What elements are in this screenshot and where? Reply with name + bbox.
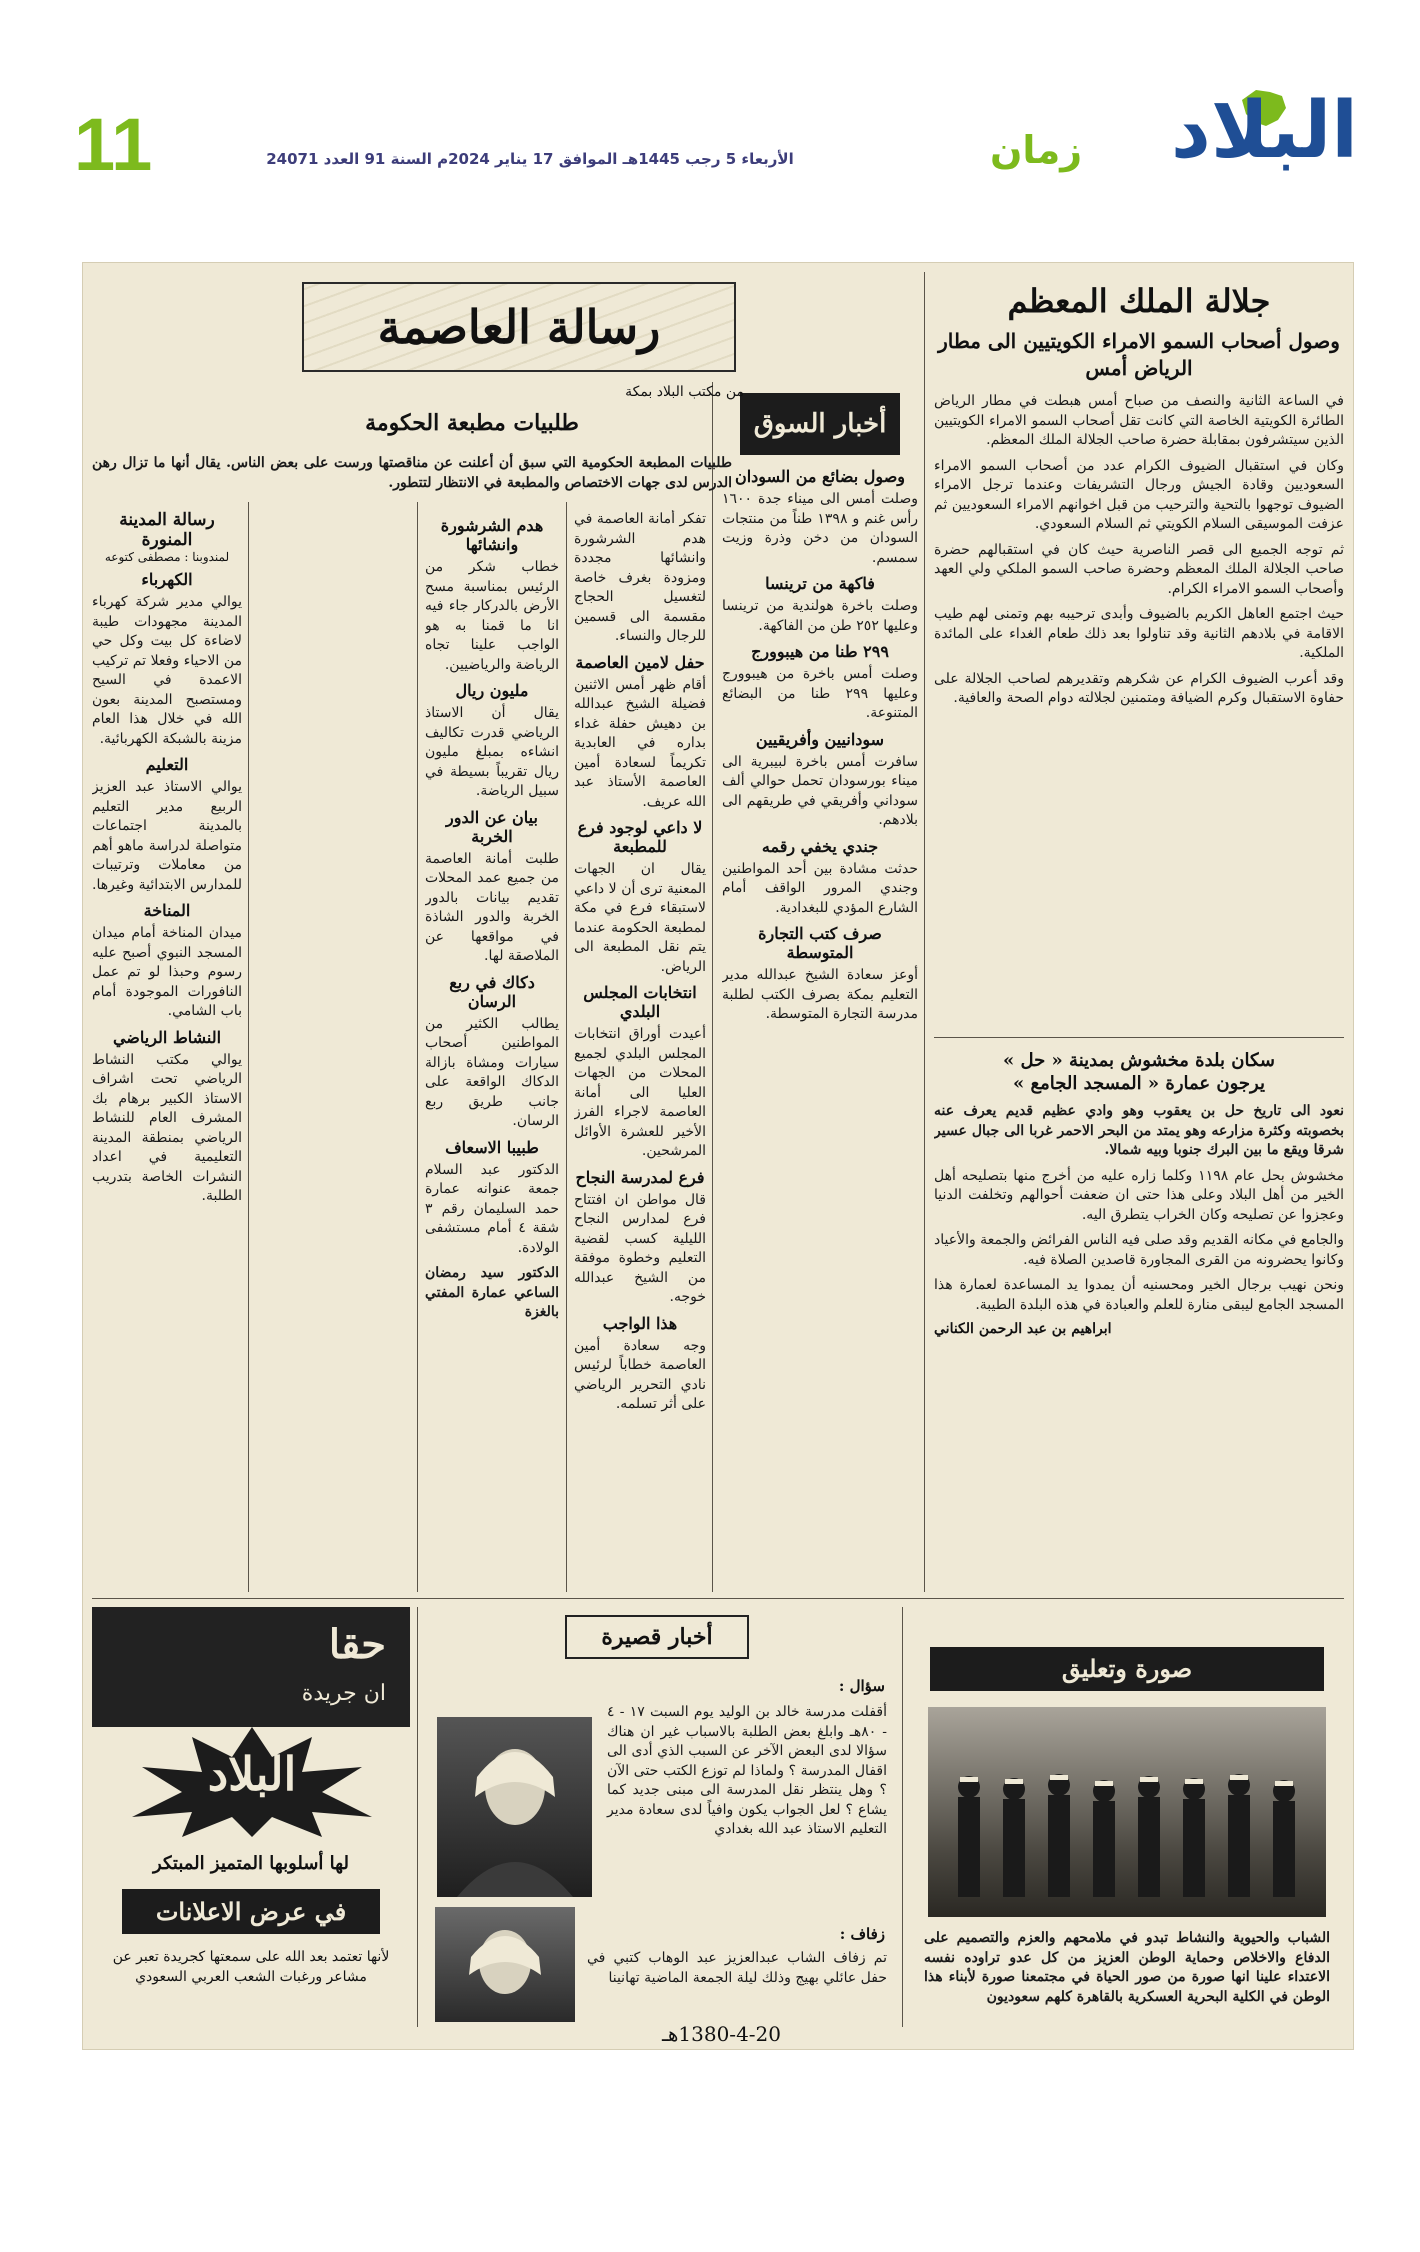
short-news-wedding-text: تم زفاف الشاب عبدالعزيز عبد الوهاب كتبي في حفل عائلي بهيج وذلك ليلة الجمعة الماضية تهانينا (587, 1950, 887, 1986)
capital-middle-column (425, 510, 559, 1592)
markets-item-heading: جندي يخفي رقمه (761, 836, 879, 856)
capital-item-heading: دكاك في ربع الرسان (449, 972, 535, 1011)
halal-article (934, 1044, 1344, 1592)
halal-article-paragraph: مخشوش بحل عام ١١٩٨ وكلما زاره عليه من أخرج منها بتصليحه أهل الخير من أهل البلاد وعلى هذا حتى ان ضعفت أحوالهم وتخلفت الدنيا وعجزوا عن تصليحه وكان الخراب يتطرق اليه. (934, 1167, 1344, 1223)
capital-item-text: يقال ان الجهات المعنية ترى أن لا داعي لاستبقاء فرع في مكة لمطبعة الحكومة عندما يتم نقل المطبعة الى الرياض. (574, 861, 706, 975)
ad-line-2: في عرض الاعلانات (122, 1889, 380, 1934)
portrait-photo (437, 1717, 592, 1897)
markets-title: أخبار السوق (740, 393, 900, 455)
halal-article-subtitle: يرجون عمارة « المسجد الجامع » (1013, 1073, 1265, 1094)
capital-item-heading: طبيبا الاسعاف (445, 1137, 539, 1157)
markets-item-text: أوعز سعادة الشيخ عبدالله مدير التعليم بمكة بصرف الكتب لطلبة مدرسة التجارة المتوسطة. (722, 967, 918, 1022)
madina-section-text: يوالي الاستاذ عبد العزيز الربيع مدير التعليم بالمدينة اجتماعات متواصلة لدراسة ماهو أهم من معاملات وترتيبات للمدارس الابتدائية وغيرها. (92, 779, 242, 893)
markets-item-text: حدثت مشادة بين أحد المواطنين وجندي المرور الواقف أمام الشارع المؤدي للبغدادية. (722, 860, 918, 916)
king-article-paragraph: ثم توجه الجميع الى قصر الناصرية حيث كان في استقبالهم حضرة صاحب الجلالة الملك المعظم وحضرة صاحب السمو الملكي ولي العهد وأصحاب السمو الامراء الكرام. (934, 541, 1344, 597)
king-article-title: جلالة الملك المعظم (1007, 282, 1271, 320)
capital-item-text: الدكتور عبد السلام جمعة عنوانه عمارة حمد السليمان رقم ٣ شقة ٤ أمام مستشفى الولادة. (425, 1161, 559, 1256)
markets-item-text: وصلت باخرة هولندية من ترينسا وعليها ٢٥٢ طن من الفاكهة. (722, 598, 918, 634)
madina-section-text: يوالي مدير شركة كهرباء المدينة مجهودات طيبة لاضاءة كل بيت وكل حي من الاحياء وفعلا تم تركيب الاعمدة في السيح ومستصبح المدينة بعون الله في خلال هذا العام مزينة بالشبكة الكهربائية. (92, 594, 242, 747)
ad-top-word: حقا (328, 1621, 386, 1668)
archive-date: 1380-4-20هـ (662, 2022, 781, 2046)
archive-page-scan (82, 262, 1354, 2050)
capital-item-text: أعيدت أوراق انتخابات المجلس البلدي لجميع المحلات من الجهات العليا الى أمانة العاصمة لاجراء الفرز الأخير للعشرة الأوائل المرشحين. (574, 1026, 706, 1159)
markets-item-heading: سودانيين وأفريقيين (755, 729, 885, 749)
madina-section-heading: المناخة (143, 901, 191, 920)
cadets-photo (928, 1707, 1326, 1917)
madina-section-text: ميدان المناخة أمام ميدان المسجد النبوي أصبح عليه رسوم وحبذا لو تم عمل النافورات الموجودة أمام باب الشامي. (92, 925, 242, 1019)
ad-brand-name: البلاد (207, 1747, 297, 1801)
madina-section-heading: النشاط الرياضي (112, 1027, 222, 1047)
madina-letter (92, 510, 242, 1592)
markets-column (722, 387, 918, 1592)
king-article-paragraph: حيث اجتمع العاهل الكريم بالضيوف وأبدى ترحيبه بهم وتمنى لهم طيب الاقامة في بلادهم الثانية وقد تناولوا بعد ذلك طعام الغداء على المائدة الملكية. (934, 606, 1344, 661)
capital-letter-byline: من مكتب البلاد بمكة (625, 384, 744, 400)
page-number: 11 (74, 103, 153, 186)
ad-line-1: لها أسلوبها المتميز المبتكر (153, 1853, 349, 1874)
markets-item-heading: ٢٩٩ طنا من هيبوورج (751, 642, 889, 661)
capital-letter-header (92, 272, 914, 500)
cadets-icon (928, 1707, 1326, 1917)
king-article-paragraph: في الساعة الثانية والنصف من صباح أمس هبطت في مطار الرياض الطائرة الكويتية الخاصة التي كانت تقل أصحاب السمو الامراء الكويتيين الذين سيتشرفون بمقابلة حضرة صاحب الجلالة الملك المعظم. (934, 393, 1344, 448)
ad-mid-word: ان جريدة (301, 1681, 386, 1706)
capital-item-text: تفكر أمانة العاصمة في هدم الشرشورة وانشائها مجددة ومزودة بغرف خاصة لتغسيل الحجاج مقسمة الى قسمين للرجال والنساء. (574, 511, 706, 644)
capital-item-heading: هدم الشرشورة وانشائها (440, 516, 544, 554)
king-article-headline: وصول أصحاب السمو الامراء الكويتيين الى مطار الرياض أمس (938, 329, 1340, 380)
photo-comment (910, 1607, 1344, 2027)
markets-item-heading: فاكهة من ترينسا (765, 574, 875, 593)
madina-letter-title: رسالة المدينة المنورة (119, 510, 215, 550)
portrait-photo (435, 1907, 575, 2022)
short-news-title: أخبار قصيرة (565, 1615, 749, 1659)
section-title: زمان (990, 128, 1083, 172)
capital-item-text: وجه سعادة أمين العاصمة خطاباً لرئيس نادي التحرير الرياضي على أثر تسلمه. (574, 1337, 706, 1412)
madina-section-heading: التعليم (145, 755, 189, 774)
person-icon (437, 1717, 592, 1897)
photo-comment-title: صورة وتعليق (930, 1647, 1324, 1691)
logo-wordmark: البلاد (1170, 86, 1358, 176)
capital-item-text: يقال أن الاستاذ الرياضي قدرت تكاليف انشاءه بمبلغ مليون ريال تقريباً بسيطة في سبيل الرياضة. (425, 705, 559, 799)
capital-item-text: قال مواطن ان افتتاح فرع لمدارس النجاح الليلية كسب لقضية التعليم وخطوة موفقة من الشيخ عبدالله خوجه. (574, 1191, 706, 1305)
halal-article-title: سكان بلدة مخشوش بمدينة « حل » (1003, 1050, 1275, 1071)
short-news-question-label: سؤال : (838, 1677, 885, 1695)
king-article-paragraph: وكان في استقبال الضيوف الكرام عدد من أصحاب السمو الامراء السعوديين وقادة الجيش ورجال التشريفات وعندما ترجل الامراء الضيوف توجهوا بالتحية والترحيب من قبل اخوانهم الامراء السعوديين ثم عزفت الموسيقى السلام الكويتي ثم السلام السعودي. (934, 457, 1344, 532)
capital-item-heading: حفل لامين العاصمة (575, 652, 705, 672)
king-article-paragraph: وقد أعرب الضيوف الكرام عن شكرهم وتقديرهم لصاحب الجلالة على حفاوة الاستقبال وكرم الضيافة ومتمنين لجلالته دوام الصحة والعافية. (934, 670, 1344, 706)
capital-item-text: طلبت أمانة العاصمة من جميع عمد المحلات تقديم بيانات بالدور الخربة والدور الشاذة في مواقعها عن الملاصقة لها. (425, 850, 559, 964)
ad-line-3: لأنها تعتمد بعد الله على سمعتها كجريدة تعبر عن مشاعر ورغبات الشعب العربي السعودي (112, 1949, 390, 1985)
markets-item-text: وصلت أمس الى ميناء جدة ١٦٠٠ رأس غنم و ١٣٩٨ طناً من منتجات السودان من دخن وذرة وزيت سمسم. (722, 491, 918, 566)
king-article (934, 272, 1344, 1037)
newspaper-ad (92, 1607, 410, 2027)
markets-item-heading: وصول بضائع من السودان (734, 467, 905, 486)
madina-section-text: يوالي مكتب النشاط الرياضي تحت اشراف الاستاذ الكبير برهام بك المشرف العام للنشاط الرياضي بمنطقة المدينة التعليمية في اعداد النشرات الخاصة بتدريب الطلبة. (92, 1051, 242, 1204)
capital-item-heading: فرع لمدرسة النجاح (575, 1167, 705, 1187)
capital-letter-title: رسالة العاصمة (302, 282, 736, 372)
capital-right-column (574, 510, 706, 1592)
capital-item-heading: مليون ريال (455, 681, 529, 700)
newspaper-logo[interactable] (1118, 86, 1358, 198)
madina-letter-byline: لمندوبنا : مصطفى كتوعه (104, 550, 230, 564)
capital-item-heading: لا داعي لوجود فرع للمطبعة (577, 818, 703, 856)
halal-article-paragraph: ونحن نهيب برجال الخير ومحسنيه أن يمدوا يد المساعدة لعمارة هذا المسجد الجامع ليبقى منارة للعلم والعبادة في هذه البلدة الطيبة. (934, 1277, 1344, 1313)
halal-article-intro: نعود الى تاريخ حل بن يعقوب وهو وادي عظيم قديم يعرف عنه بخصوبته وكثرة مزارعه وهو يمتد من البحر الاحمر غربا الى جبال عسير شرقا ويقع ما بين البرك جنوبا وبيه شمالا. (934, 1103, 1344, 1158)
capital-letter-intro: طلبيات المطبعة الحكومية التي سبق أن أعلنت عن مناقصتها ورست على بعض الناس. يقال أنها ما تزال رهن الدرس لدى جهات الاختصاص والمطبعة في الانتظار لتتطور. (92, 455, 732, 491)
capital-item-heading: هذا الواجب (602, 1313, 678, 1333)
markets-item-heading: صرف كتب التجارة المتوسطة (758, 924, 882, 962)
halal-article-paragraph: والجامع في مكانه القديم وقد صلى فيه الناس الفرائض والجمعة والأعياد وكانوا يحضرونه من القرى المجاورة قاصدين الصلاة فيه. (934, 1232, 1344, 1268)
capital-item-text: الدكتور سيد رمضان الساعي عمارة المفتي بالغزة (425, 1265, 559, 1320)
short-news (425, 1607, 895, 2027)
capital-item-heading: بيان عن الدور الخربة (446, 807, 538, 846)
short-news-question-text: أقفلت مدرسة خالد بن الوليد يوم السبت ١٧ - ٤ - ٨٠هـ وابلغ بعض الطلبة بالاسباب غير ان هناك سؤالا لدى البعض الآخر عن السبب الذي أدى الى اقفال المدرسة ؟ ولماذا لم توزع الكتب حتى الآن ؟ وهل ينتظر نقل المدرسة الى مبنى جديد كما يشاع ؟ لعل الجواب يكون وافياً لدى سعادة مدير التعليم الاستاذ عبد الله بغدادي (607, 1704, 887, 1837)
madina-section-heading: الكهرباء (141, 570, 193, 589)
capital-item-text: يطالب الكثير من المواطنين أصحاب سيارات ومشاة بازالة الدكاك الواقعة على جانب طريق ربع الرسان. (425, 1015, 559, 1129)
markets-item-text: سافرت أمس باخرة لبيبرية الى ميناء بورسودان تحمل حوالي ألف سوداني وأفريقي في طريقهم الى بلادهم. (722, 753, 918, 828)
short-news-wedding-label: زفاف : (839, 1925, 885, 1943)
markets-item-text: وصلت أمس باخرة من هيبوورج وعليها ٢٩٩ طنا من البضائع المتنوعة. (722, 666, 918, 721)
person-icon (435, 1907, 575, 2022)
halal-article-author: ابراهيم بن عبد الرحمن الكناني (934, 1321, 1112, 1337)
capital-item-heading: انتخابات المجلس البلدي (583, 983, 697, 1021)
capital-item-text: خطاب شكر من الرئيس بمناسبة مسح الأرض بالدركار جاء فيه انا ما قمنا به هو الواجب علينا تجاه الرياضة والرياضيين. (425, 559, 559, 673)
capital-letter-headline: طلبيات مطبعة الحكومة (365, 410, 579, 436)
photo-comment-caption: الشباب والحيوية والنشاط تبدو في ملامحهم والعزم والتصميم على الدفاع والاخلاص وحماية الوطن العزيز من كل عدو تراوده نفسه الاعتداء علينا انها صورة من صور الحياة في مجتمعنا صورة لأبناء هذا الوطن في الكلية البحرية العسكرية بالقاهرة كلهم سعوديون (924, 1930, 1330, 2005)
capital-item-text: أقام ظهر أمس الاثنين فضيلة الشيخ عبدالله بن دهيش حفلة غداء بداره في العابدية تكريماً لسعادة أمين العاصمة الأستاذ عبد الله عريف. (574, 676, 706, 810)
issue-date-line: الأربعاء 5 رجب 1445هـ الموافق 17 يناير 2024م السنة 91 العدد 24071 (266, 150, 794, 168)
